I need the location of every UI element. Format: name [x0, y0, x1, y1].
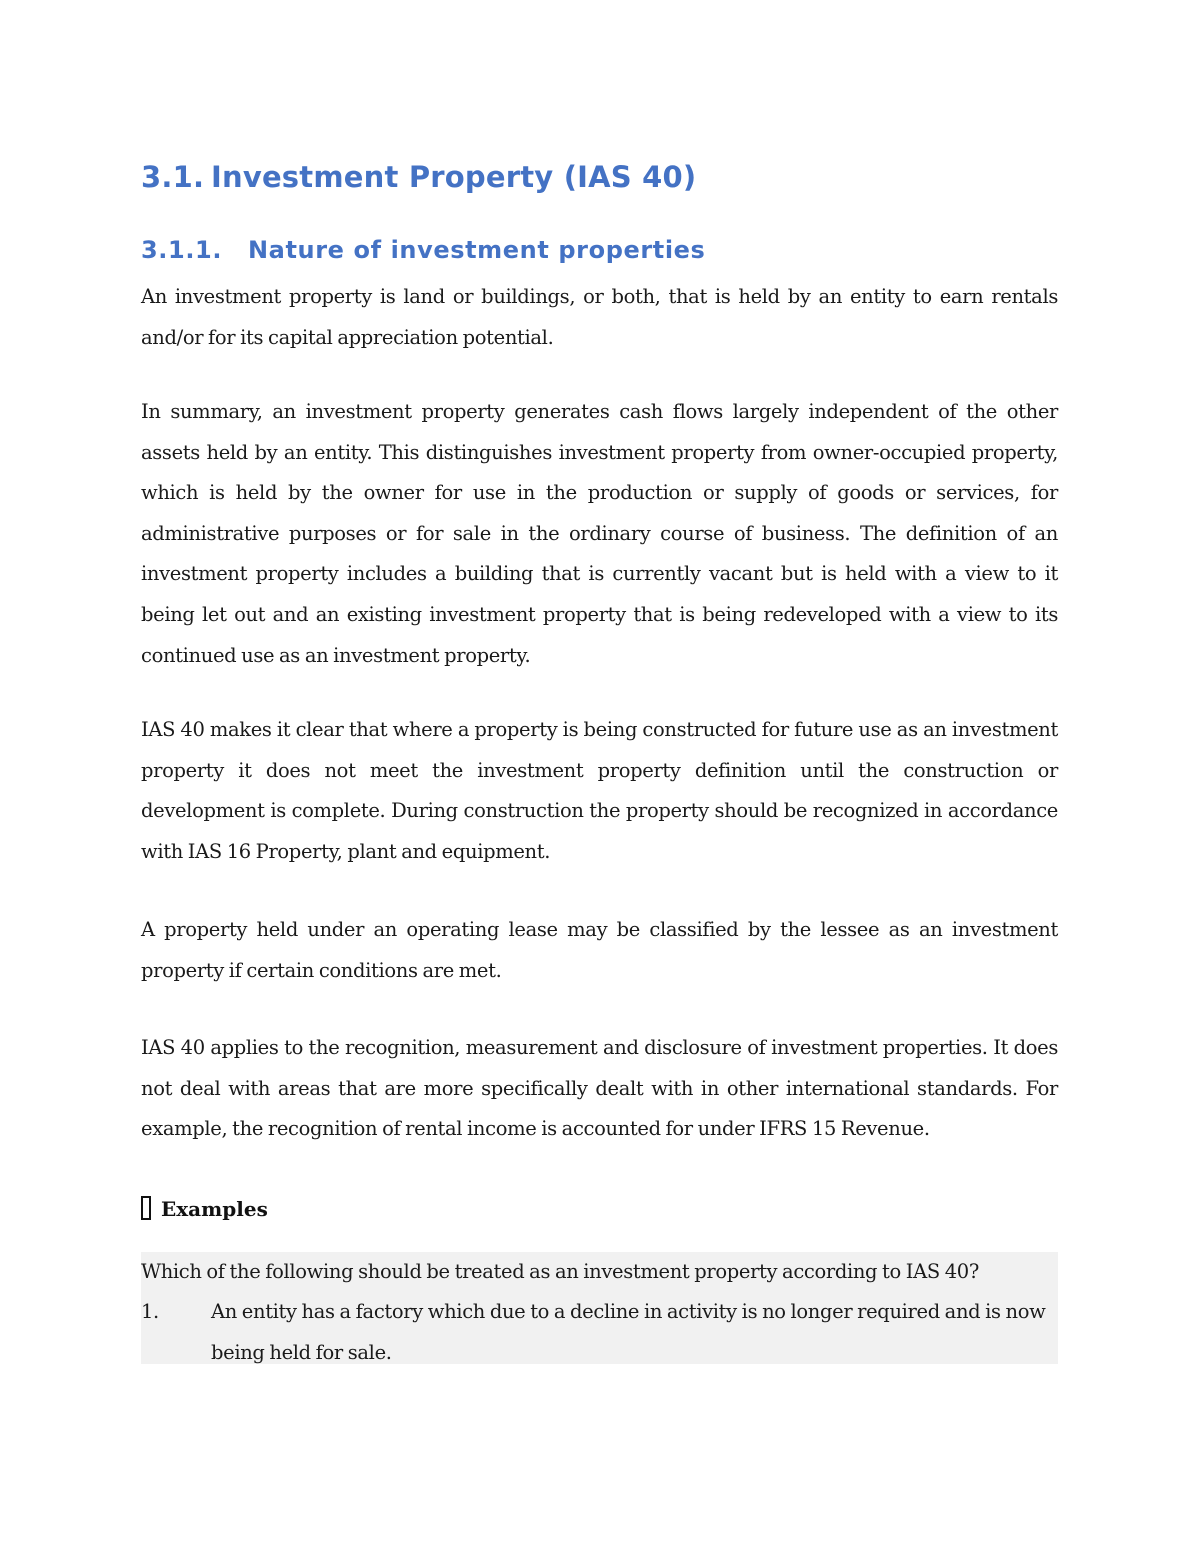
box-glyph-icon [141, 1196, 151, 1220]
option-text: An entity has a factory which due to a decline in activity is no longer required and is now being held for sale. [211, 1300, 1046, 1364]
subsection-number: 3.1.1. [141, 236, 223, 264]
section-heading [141, 160, 696, 194]
option-number: 1. [141, 1300, 159, 1323]
examples-heading-label: Examples [161, 1197, 268, 1221]
paragraph-definition: An investment property is land or buildings, or both, that is held by an entity to earn rentals and/or for its capital appreciation potential. [141, 285, 1058, 349]
subsection-title: Nature of investment properties [248, 236, 706, 264]
example-question: Which of the following should be treated as an investment property according to IAS 40? [141, 1260, 979, 1283]
paragraph-summary: In summary, an investment property generates cash flows largely independent of the other assets held by an entity. This distinguishes investment property from owner-occupied property, which is held by the owner for use in the production or supply of goods or services, for administrative purposes or for sale in the ordinary course of business. The definition of an investment property includes a building that is currently vacant but is held with a view to it being let out and an existing investment property that is being redeveloped with a view to its continued use as an investment property. [141, 400, 1058, 667]
section-number: 3.1. [141, 160, 205, 194]
examples-heading [141, 1196, 268, 1221]
subsection-heading [141, 236, 705, 264]
paragraph-operating-lease: A property held under an operating lease may be classified by the lessee as an investment property if certain conditions are met. [141, 918, 1058, 982]
paragraph-construction: IAS 40 makes it clear that where a property is being constructed for future use as an investment property it does not meet the investment property definition until the construction or development is complete. During construction the property should be recognized in accordance with IAS 16 Property, plant and equipment. [141, 718, 1058, 863]
example-option [141, 1292, 1058, 1373]
section-title: Investment Property (IAS 40) [211, 160, 697, 194]
paragraph-scope: IAS 40 applies to the recognition, measurement and disclosure of investment properties. It does not deal with areas that are more specifically dealt with in other international standards. For example, the recognition of rental income is accounted for under IFRS 15 Revenue. [141, 1036, 1058, 1141]
